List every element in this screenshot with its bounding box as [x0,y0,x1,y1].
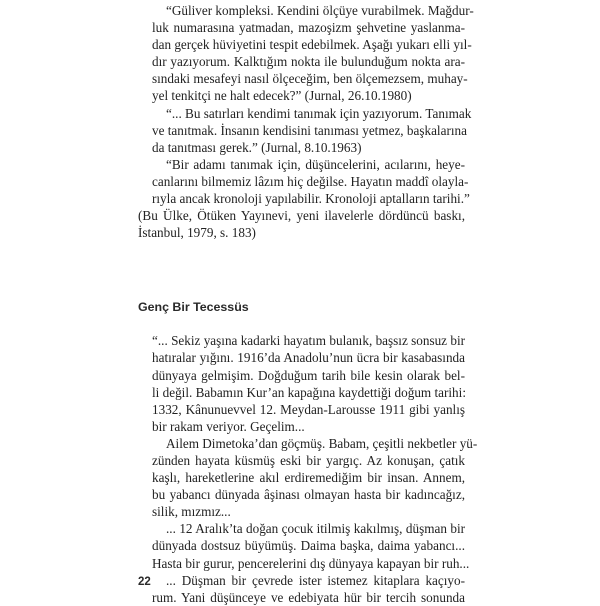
text-line: Ailem Dimetoka’dan göçmüş. Babam, çeşitli nekbetler yü- [166,435,478,451]
text-line: “... Bu satırları kendimi tanımak için yazıyorum. Tanımak [166,105,472,121]
text-line: hatıralar yığını. 1916’da Anadolu’nun ücra bir kasabasında [152,350,465,366]
text-line: dır yazıyorum. Kalktığım nokta ile bulunduğum nokta ara- [152,54,465,70]
paragraph-aralik [138,520,470,571]
text-line: ... 12 Aralık’ta doğan çocuk itilmiş kakılmış, düşman bir [166,521,465,537]
text-line: sındaki mesafeyi nasıl ölçeceğim, ben ölçemezsem, muhay- [152,71,468,87]
text-line: “Bir adamı tanımak için, düşüncelerini, acılarını, heye- [166,156,465,172]
paragraph-hatiralar [138,332,465,435]
text-line: bir rakam veriyor. Geçelim... [152,418,305,434]
text-line: kaşlı, hareketlerine akıl erdiremediğim bir insan. Annem, [152,470,465,486]
text-line: da tanıtması gerek.” (Jurnal, 8.10.1963) [152,139,362,155]
text-line: (Bu Ülke, Ötüken Yayınevi, yeni ilavelerle dördüncü baskı, [138,208,465,224]
paragraph-tanimak [138,105,472,156]
text-line: ... Düşman bir çevrede ister istemez kitaplara kaçıyo- [166,572,465,588]
text-line: Hasta bir gurur, pencerelerini dış dünyaya kapayan bir ruh... [152,555,470,571]
text-line: silik, mızmız... [152,504,231,520]
text-line: “Güliver kompleksi. Kendini ölçüye vurabilmek. Mağdur- [166,3,474,18]
quotes-block-top [138,2,474,241]
page-number: 22 [138,576,151,588]
paragraph-ailem [138,435,478,520]
paragraph-gulliver [138,2,474,105]
text-line: 1332, Kânunuevvel 12. Meydan-Larousse 1911 gibi yanlış [152,401,465,417]
text-line: dan gerçek hüviyetini tespit edebilmek. Aşağı yukarı elli yıl- [152,37,472,53]
text-line: rıyla ancak kronoloji yapılabilir. Kronoloji aptalların tarihi.” [152,191,470,207]
text-column [138,2,478,606]
section-heading: Genç Bir Tecessüs [138,300,249,315]
text-line: yel tenkitçi ne halt edecek?” (Jurnal, 26.10.1980) [152,88,412,104]
text-line: li değil. Babamın Kur’an kapağına kaydettiği doğum tarihi: [152,384,466,400]
text-line: luk numarasına yatmadan, mazoşizm şehvetine yaslanma- [152,20,465,36]
text-line: canlarını bilmemiz lâzım hiç değilse. Hayatın maddî olayla- [152,173,469,189]
text-line: bu yabancı dünyada âşinası olmayan hasta bir kadıncağız, [152,487,465,503]
quotes-block-bottom [138,332,478,606]
text-line: İstanbul, 1979, s. 183) [138,225,256,241]
paragraph-kitaplar [138,572,465,606]
text-line: dünyada dostsuz büyümüş. Daima başka, daima yabancı... [152,538,465,554]
text-line: ve tanıtmak. İnsanın kendisini tanıması yetmez, başkalarına [152,122,467,138]
text-line: dünyaya gelmişim. Doğduğum tarih bile kesin olarak bel- [152,367,465,383]
text-line: rum. Yani düşünceye ve edebiyata hür bir tercih sonunda [152,589,465,605]
paragraph-kronoloji [138,156,470,241]
text-line: “... Sekiz yaşına kadarki hayatım bulanık, başsız sonsuz bir [152,333,465,349]
text-line: zünden hayata küsmüş eski bir yargıç. Az konuşan, çatık [152,452,465,468]
